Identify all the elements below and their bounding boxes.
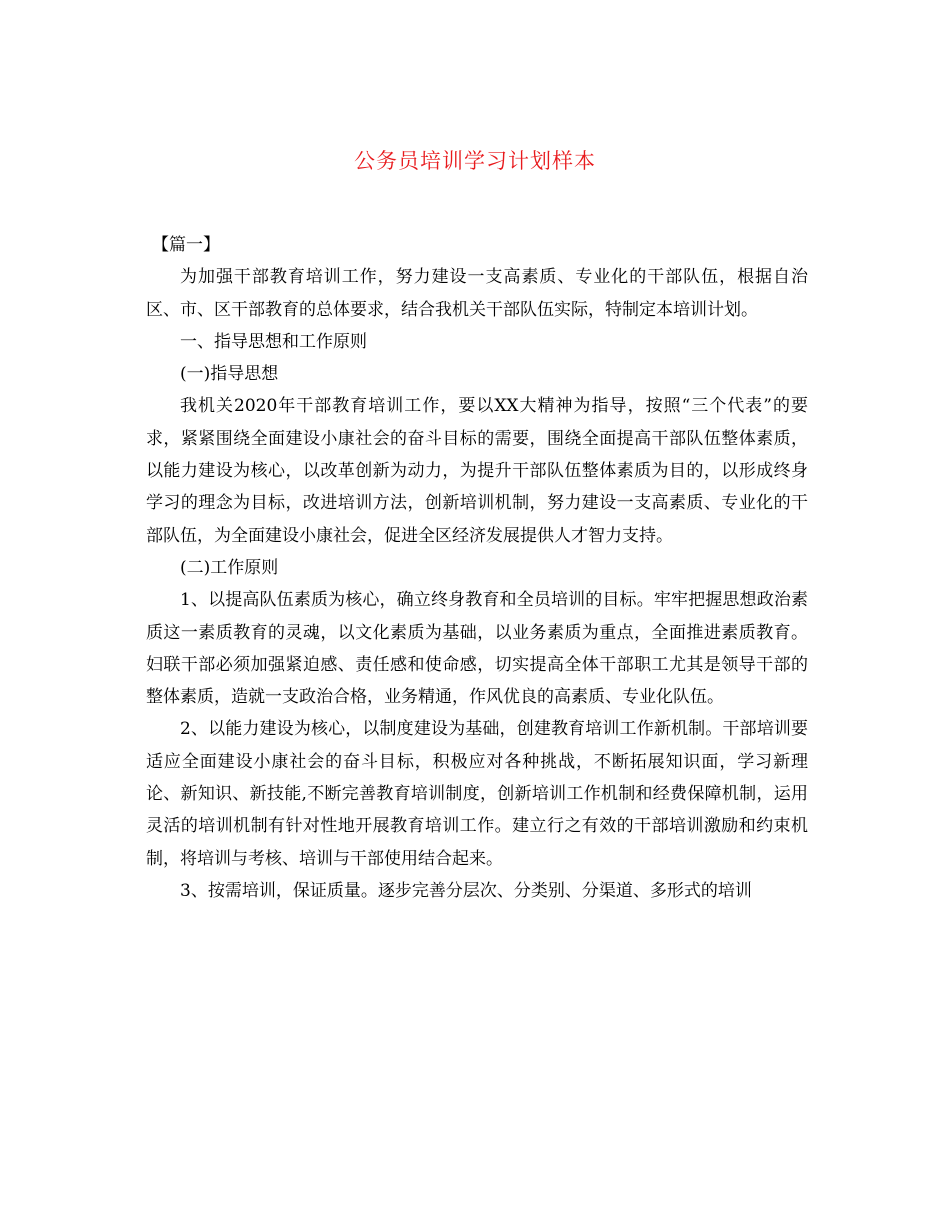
paragraph-principle-2: 2、以能力建设为核心，以制度建设为基础，创建教育培训工作新机制。干部培训要适应全面建设小康社会的奋斗目标，积极应对各种挑战，不断拓展知识面，学习新理论、新知识、新技能,不断完善教育培训制度，创新培训工作机制和经费保障机制，运用灵活的培训机制有针对性地开展教育培训工作。建立行之有效的干部培训激励和约束机制，将培训与考核、培训与干部使用结合起来。 — [146, 719, 808, 869]
paragraph-principle-3: 3、按需培训，保证质量。逐步完善分层次、分类别、分渠道、多形式的培训 — [180, 880, 752, 901]
heading-guiding-principles: 一、指导思想和工作原则 — [180, 331, 367, 352]
document-title: 公务员培训学习计划样本 — [354, 149, 596, 173]
document-body — [146, 229, 808, 907]
paragraph-principle-1: 1、以提高队伍素质为核心，确立终身教育和全员培训的目标。牢牢把握思想政治素质这一素质教育的灵魂，以文化素质为基础，以业务素质为重点，全面推进素质教育。妇联干部必须加强紧迫感、责任感和使命感，切实提高全体干部职工尤其是领导干部的整体素质，造就一支政治合格，业务精通，作风优良的高素质、专业化队伍。 — [146, 590, 808, 708]
subheading-work-principles: (二)工作原则 — [180, 557, 279, 578]
section-label: 【篇一】 — [152, 235, 220, 255]
subheading-guiding-ideology: (一)指导思想 — [180, 364, 279, 385]
paragraph-guiding-ideology: 我机关2020年干部教育培训工作，要以XX大精神为指导，按照“三个代表”的要求，紧紧围绕全面建设小康社会的奋斗目标的需要，围绕全面提高干部队伍整体素质，以能力建设为核心，以改革创新为动力，为提升干部队伍整体素质为目的，以形成终身学习的理念为目标，改进培训方法，创新培训机制，努力建设一支高素质、专业化的干部队伍，为全面建设小康社会，促进全区经济发展提供人才智力支持。 — [146, 396, 808, 546]
paragraph-intro: 为加强干部教育培训工作，努力建设一支高素质、专业化的干部队伍，根据自治区、市、区干部教育的总体要求，结合我机关干部队伍实际，特制定本培训计划。 — [146, 267, 808, 320]
